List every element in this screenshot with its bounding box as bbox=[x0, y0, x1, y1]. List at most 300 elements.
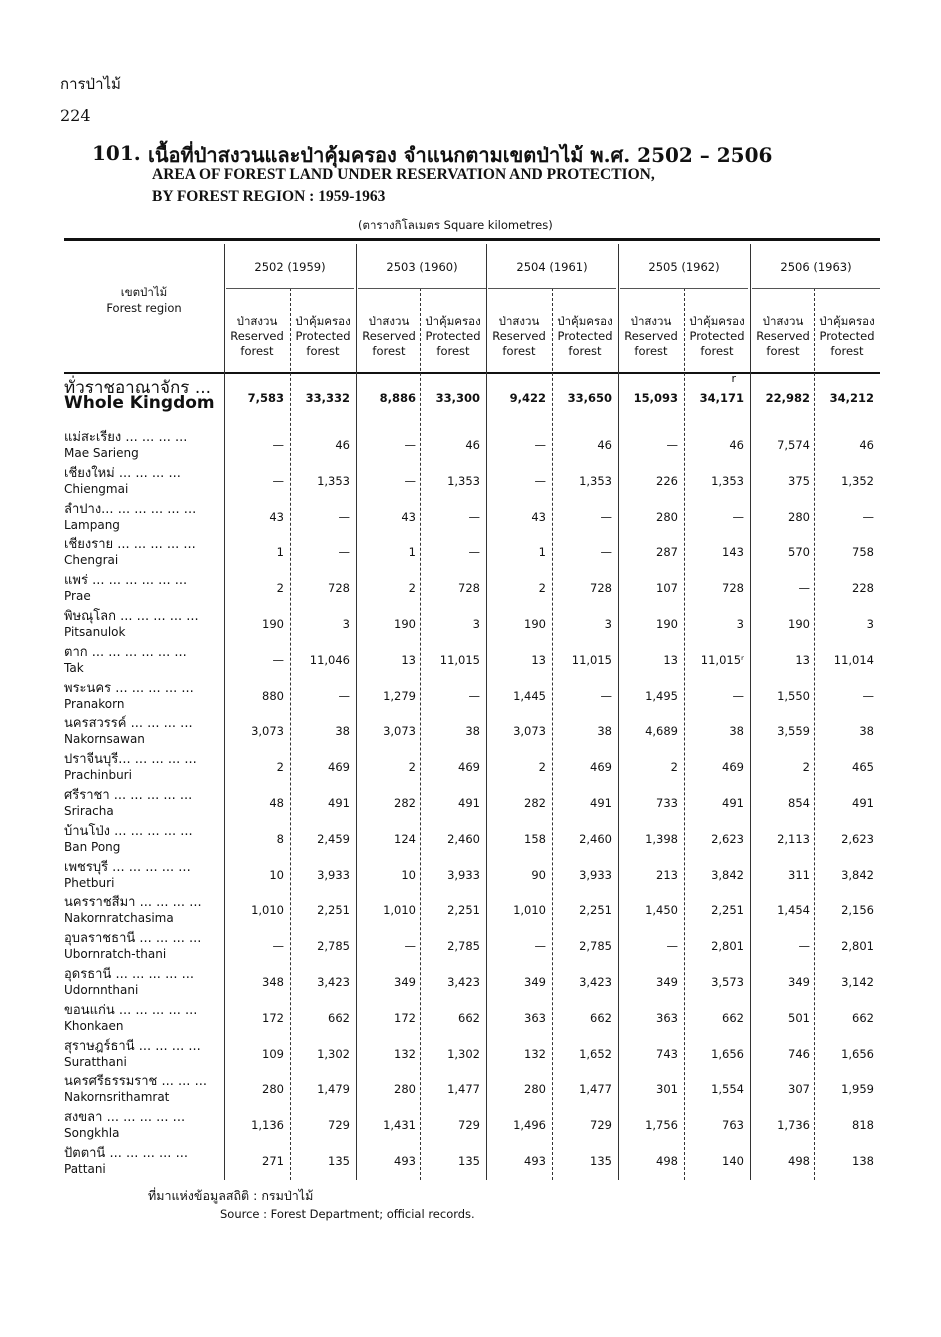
region-value: 491 bbox=[458, 796, 480, 810]
total-value: 8,886 bbox=[379, 391, 416, 405]
region-value: — bbox=[666, 939, 678, 954]
region-value: 1,479 bbox=[317, 1082, 350, 1097]
region-value: 1,431 bbox=[383, 1118, 416, 1133]
subheader-english-forest: forest bbox=[372, 344, 406, 358]
region-value: 190 bbox=[788, 617, 810, 631]
region-name-english: Ban Pong bbox=[64, 839, 121, 854]
region-value: 1,010 bbox=[383, 903, 416, 918]
region-value: 1,445 bbox=[513, 688, 546, 703]
region-name-thai: ลำปาง... ... ... ... ... ... bbox=[64, 501, 197, 517]
subheader-thai: ป่าสงวน bbox=[630, 314, 672, 328]
region-name-english: Sriracha bbox=[64, 804, 114, 818]
region-value: 280 bbox=[788, 509, 810, 524]
region-value: 375 bbox=[788, 473, 810, 488]
source-english: Source : Forest Department; official records. bbox=[220, 1207, 475, 1221]
region-value: 3,423 bbox=[579, 975, 612, 989]
region-value: 2,459 bbox=[317, 831, 350, 846]
region-value: 469 bbox=[328, 760, 350, 775]
region-value: — bbox=[732, 509, 744, 524]
total-value: 15,093 bbox=[633, 391, 678, 405]
region-value: 1,736 bbox=[777, 1118, 810, 1133]
year-divider bbox=[618, 244, 619, 1180]
subheader-english-forest: forest bbox=[502, 344, 536, 358]
region-value: 3,933 bbox=[317, 867, 350, 882]
region-value: — bbox=[666, 438, 678, 452]
region-value: 43 bbox=[531, 509, 546, 524]
region-value: 143 bbox=[722, 545, 744, 560]
region-row-label bbox=[64, 1146, 224, 1176]
region-value: 38 bbox=[597, 724, 612, 739]
region-value: 172 bbox=[394, 1010, 416, 1025]
region-row-label bbox=[64, 967, 224, 997]
region-value: 190 bbox=[656, 617, 678, 631]
reserved-forest-header bbox=[750, 314, 816, 359]
region-value: 2 bbox=[408, 760, 416, 775]
region-name-thai: แพร่ ... ... ... ... ... ... bbox=[64, 573, 188, 589]
region-value: 43 bbox=[401, 509, 416, 524]
region-value: 4,689 bbox=[645, 724, 678, 739]
region-value: 1,353 bbox=[579, 473, 612, 488]
region-value: 3 bbox=[342, 617, 350, 631]
year-subrule bbox=[358, 288, 486, 289]
region-value: 7,574 bbox=[777, 438, 810, 452]
region-value: 493 bbox=[524, 1154, 546, 1168]
region-value: 2 bbox=[408, 581, 416, 596]
region-value: 10 bbox=[401, 867, 416, 882]
region-name-thai: อุบลราชธานี ... ... ... ... bbox=[64, 931, 202, 947]
revision-mark: r bbox=[731, 372, 736, 385]
region-value: 2,156 bbox=[841, 903, 874, 918]
region-value: 1,010 bbox=[251, 903, 284, 918]
region-name-english: Prachinburi bbox=[64, 768, 132, 783]
total-value: 22,982 bbox=[765, 391, 810, 405]
reserved-forest-header bbox=[356, 314, 422, 359]
region-value: 728 bbox=[590, 581, 612, 596]
protected-forest-header bbox=[814, 314, 880, 359]
region-value: — bbox=[338, 509, 350, 524]
region-name-thai: เชียงราย ... ... ... ... ... bbox=[64, 537, 196, 553]
region-value: 11,046 bbox=[309, 652, 350, 667]
region-value: 348 bbox=[262, 975, 284, 989]
region-value: 3,933 bbox=[579, 867, 612, 882]
region-value: 498 bbox=[656, 1154, 678, 1168]
subheader-english: Reserved bbox=[230, 329, 284, 343]
region-value: 11,015ʳ bbox=[700, 652, 744, 667]
region-value: 140 bbox=[722, 1154, 744, 1168]
region-name-english: Ubornratch-thani bbox=[64, 947, 167, 962]
region-value: 3 bbox=[604, 617, 612, 631]
total-value: 7,583 bbox=[247, 391, 284, 405]
region-value: 46 bbox=[465, 438, 480, 452]
region-value: — bbox=[534, 939, 546, 954]
region-value: 465 bbox=[852, 760, 874, 775]
subheader-thai: ป่าคุ้มครอง bbox=[425, 314, 481, 328]
region-value: 213 bbox=[656, 867, 678, 882]
region-value: 1,353 bbox=[317, 473, 350, 488]
region-value: 1,477 bbox=[447, 1082, 480, 1097]
subheader-english: Protected bbox=[425, 329, 481, 343]
region-name-thai: เชียงใหม่ ... ... ... ... bbox=[64, 465, 181, 481]
region-value: 818 bbox=[852, 1118, 874, 1133]
region-value: 349 bbox=[788, 975, 810, 989]
region-value: 349 bbox=[656, 975, 678, 989]
total-label-thai: ทั่วราชอาณาจักร ... bbox=[64, 378, 212, 398]
region-value: 307 bbox=[788, 1082, 810, 1097]
region-row-label bbox=[64, 466, 224, 496]
region-value: 226 bbox=[656, 473, 678, 488]
region-row-label bbox=[64, 788, 224, 818]
region-name-english: Suratthani bbox=[64, 1054, 127, 1069]
region-value: 2,623 bbox=[841, 831, 874, 846]
region-header bbox=[64, 284, 224, 316]
region-value: 1,495 bbox=[645, 688, 678, 703]
year-divider bbox=[486, 244, 487, 1180]
region-name-english: Chiengmai bbox=[64, 481, 129, 496]
region-name-english: Nakornsrithamrat bbox=[64, 1090, 170, 1105]
region-value: 1,656 bbox=[711, 1046, 744, 1061]
region-name-english: Lampang bbox=[64, 517, 120, 532]
region-value: 349 bbox=[524, 975, 546, 989]
total-value: 33,300 bbox=[435, 391, 480, 405]
region-row-label bbox=[64, 716, 224, 746]
subheader-english: Reserved bbox=[362, 329, 416, 343]
region-value: 3,573 bbox=[711, 975, 744, 989]
region-value: 282 bbox=[394, 796, 416, 810]
region-value: 8 bbox=[276, 831, 284, 846]
region-value: 728 bbox=[722, 581, 744, 596]
subheader-english: Protected bbox=[819, 329, 875, 343]
year-header: 2506 (1963) bbox=[780, 260, 852, 274]
region-name-english: Pranakorn bbox=[64, 696, 125, 711]
region-name-english: Pitsanulok bbox=[64, 625, 126, 639]
region-value: 38 bbox=[465, 724, 480, 739]
region-value: 48 bbox=[269, 796, 284, 810]
region-value: 491 bbox=[328, 796, 350, 810]
region-value: 662 bbox=[852, 1010, 874, 1025]
region-name-english: Chengrai bbox=[64, 553, 119, 568]
protected-forest-header bbox=[290, 314, 356, 359]
region-value: 1,353 bbox=[711, 473, 744, 488]
region-value: — bbox=[534, 438, 546, 452]
region-value: 469 bbox=[722, 760, 744, 775]
subheader-thai: ป่าคุ้มครอง bbox=[295, 314, 351, 328]
region-value: 13 bbox=[401, 652, 416, 667]
year-divider bbox=[356, 244, 357, 1180]
region-row-label bbox=[64, 573, 224, 603]
region-value: 3,073 bbox=[513, 724, 546, 739]
region-name-thai: ขอนแก่น ... ... ... ... ... bbox=[64, 1002, 198, 1018]
region-value: 1,550 bbox=[777, 688, 810, 703]
region-row-label bbox=[64, 681, 224, 711]
year-header: 2505 (1962) bbox=[648, 260, 720, 274]
region-value: 2,460 bbox=[579, 831, 612, 846]
region-value: 1,302 bbox=[447, 1046, 480, 1061]
region-name-thai: ศรีราชา ... ... ... ... ... bbox=[64, 788, 193, 803]
region-value: 3,933 bbox=[447, 867, 480, 882]
region-value: 311 bbox=[788, 867, 810, 882]
region-value: — bbox=[272, 939, 284, 954]
region-value: 1,010 bbox=[513, 903, 546, 918]
region-value: 2,251 bbox=[579, 903, 612, 918]
region-value: 2 bbox=[802, 760, 810, 775]
region-value: 1,302 bbox=[317, 1046, 350, 1061]
region-name-english: Mae Sarieng bbox=[64, 446, 139, 460]
region-value: 493 bbox=[394, 1154, 416, 1168]
year-divider bbox=[750, 244, 751, 1180]
subheader-thai: ป่าคุ้มครอง bbox=[689, 314, 745, 328]
region-value: 1 bbox=[276, 545, 284, 560]
protected-forest-header bbox=[420, 314, 486, 359]
region-value: — bbox=[338, 545, 350, 560]
region-name-thai: เพชรบุรี ... ... ... ... ... bbox=[64, 859, 191, 875]
region-value: 282 bbox=[524, 796, 546, 810]
subheader-english-forest: forest bbox=[306, 344, 340, 358]
region-value: 132 bbox=[394, 1046, 416, 1061]
subheader-english-forest: forest bbox=[436, 344, 470, 358]
region-value: 1,959 bbox=[841, 1082, 874, 1097]
region-value: 46 bbox=[597, 438, 612, 452]
region-value: 228 bbox=[852, 581, 874, 596]
table-title-english-line2: BY FOREST REGION : 1959-1963 bbox=[152, 188, 386, 205]
region-value: 1,352 bbox=[841, 473, 874, 488]
region-value: 349 bbox=[394, 975, 416, 989]
region-value: 280 bbox=[656, 509, 678, 524]
region-value: — bbox=[862, 509, 874, 524]
region-name-thai: อุดรธานี ... ... ... ... ... bbox=[64, 967, 194, 982]
total-value: 33,650 bbox=[567, 391, 612, 405]
region-value: 1,477 bbox=[579, 1082, 612, 1097]
region-row-label bbox=[64, 430, 224, 460]
region-value: 2,251 bbox=[317, 903, 350, 918]
region-row-label bbox=[64, 537, 224, 567]
region-value: 854 bbox=[788, 796, 810, 810]
region-value: — bbox=[272, 473, 284, 488]
region-name-english: Pattani bbox=[64, 1162, 106, 1176]
region-value: 2 bbox=[538, 760, 546, 775]
region-value: — bbox=[600, 688, 612, 703]
year-header: 2502 (1959) bbox=[254, 260, 326, 274]
subheader-english: Reserved bbox=[624, 329, 678, 343]
region-value: — bbox=[600, 545, 612, 560]
reserved-forest-header bbox=[618, 314, 684, 359]
region-value: — bbox=[732, 688, 744, 703]
subheader-thai: ป่าคุ้มครอง bbox=[819, 314, 875, 328]
region-row-label bbox=[64, 824, 224, 854]
region-name-thai: ปัตตานี ... ... ... ... ... bbox=[64, 1146, 188, 1161]
region-row-label bbox=[64, 860, 224, 890]
region-value: 13 bbox=[531, 652, 546, 667]
total-value: 34,171 bbox=[699, 391, 744, 405]
region-value: 2,801 bbox=[841, 939, 874, 954]
region-value: 1,656 bbox=[841, 1046, 874, 1061]
region-value: 1,652 bbox=[579, 1046, 612, 1061]
region-row-label bbox=[64, 752, 224, 782]
subheader-thai: ป่าสงวน bbox=[236, 314, 278, 328]
subheader-english: Protected bbox=[689, 329, 745, 343]
region-value: 469 bbox=[458, 760, 480, 775]
region-name-english: Khonkaen bbox=[64, 1018, 124, 1033]
region-value: 570 bbox=[788, 545, 810, 560]
region-value: 729 bbox=[458, 1118, 480, 1133]
region-value: 491 bbox=[852, 796, 874, 810]
region-value: 1 bbox=[408, 545, 416, 560]
total-label-english: Whole Kingdom bbox=[64, 393, 215, 413]
region-value: 2,113 bbox=[777, 831, 810, 846]
region-value: 2,801 bbox=[711, 939, 744, 954]
region-row-label bbox=[64, 1039, 224, 1069]
region-value: — bbox=[468, 688, 480, 703]
region-value: 43 bbox=[269, 509, 284, 524]
region-value: 733 bbox=[656, 796, 678, 810]
region-value: 135 bbox=[590, 1154, 612, 1168]
region-value: 363 bbox=[524, 1010, 546, 1025]
year-subrule bbox=[752, 288, 880, 289]
region-value: 3,842 bbox=[711, 867, 744, 882]
region-value: 746 bbox=[788, 1046, 810, 1061]
total-value: 34,212 bbox=[829, 391, 874, 405]
region-value: 3 bbox=[472, 617, 480, 631]
region-name-english: Nakornsawan bbox=[64, 732, 145, 747]
region-value: 3,559 bbox=[777, 724, 810, 739]
region-value: 10 bbox=[269, 867, 284, 882]
region-value: 132 bbox=[524, 1046, 546, 1061]
year-header: 2503 (1960) bbox=[386, 260, 458, 274]
region-value: 2 bbox=[276, 581, 284, 596]
region-row-label bbox=[64, 931, 224, 961]
total-row-label bbox=[64, 378, 224, 413]
reserved-forest-header bbox=[486, 314, 552, 359]
region-value: 2 bbox=[538, 581, 546, 596]
region-row-label bbox=[64, 645, 224, 675]
region-value: — bbox=[798, 939, 810, 954]
region-name-thai: สงขลา ... ... ... ... ... bbox=[64, 1110, 186, 1126]
region-value: 1,353 bbox=[447, 473, 480, 488]
region-value: 124 bbox=[394, 831, 416, 846]
region-value: 11,015 bbox=[571, 652, 612, 667]
region-row-label bbox=[64, 502, 224, 532]
region-value: — bbox=[404, 939, 416, 954]
region-value: 3,423 bbox=[317, 975, 350, 989]
region-value: 107 bbox=[656, 581, 678, 596]
region-row-label bbox=[64, 1003, 224, 1033]
region-value: 46 bbox=[335, 438, 350, 452]
region-value: 1,454 bbox=[777, 903, 810, 918]
region-name-thai: นครศรีธรรมราช ... ... ... bbox=[64, 1074, 207, 1090]
subheader-english-forest: forest bbox=[766, 344, 800, 358]
year-subrule bbox=[488, 288, 616, 289]
region-value: 38 bbox=[859, 724, 874, 739]
region-value: 1,279 bbox=[383, 688, 416, 703]
region-value: 729 bbox=[590, 1118, 612, 1133]
region-value: 2 bbox=[670, 760, 678, 775]
region-value: 2,460 bbox=[447, 831, 480, 846]
region-value: 3,073 bbox=[383, 724, 416, 739]
region-value: 2,785 bbox=[579, 939, 612, 954]
table-number: 101. bbox=[92, 141, 141, 165]
region-header-english: Forest region bbox=[106, 301, 182, 315]
region-value: 3 bbox=[736, 617, 744, 631]
region-value: 662 bbox=[722, 1010, 744, 1025]
subheader-english: Protected bbox=[295, 329, 351, 343]
region-value: 2,785 bbox=[317, 939, 350, 954]
region-value: 662 bbox=[328, 1010, 350, 1025]
region-name-thai: พิษณุโลก ... ... ... ... ... bbox=[64, 609, 199, 624]
section-header: การป่าไม้ bbox=[60, 75, 121, 93]
region-value: 728 bbox=[328, 581, 350, 596]
protected-forest-header bbox=[552, 314, 618, 359]
region-value: 2,251 bbox=[447, 903, 480, 918]
region-row-label bbox=[64, 609, 224, 639]
region-value: 3,142 bbox=[841, 975, 874, 989]
region-value: 46 bbox=[729, 438, 744, 452]
region-value: — bbox=[798, 581, 810, 596]
region-value: — bbox=[862, 688, 874, 703]
region-name-english: Tak bbox=[64, 660, 84, 675]
region-value: 491 bbox=[722, 796, 744, 810]
subheader-english-forest: forest bbox=[830, 344, 864, 358]
region-value: 109 bbox=[262, 1046, 284, 1061]
subheader-thai: ป่าคุ้มครอง bbox=[557, 314, 613, 328]
subheader-english-forest: forest bbox=[700, 344, 734, 358]
region-value: 13 bbox=[663, 652, 678, 667]
region-value: 172 bbox=[262, 1010, 284, 1025]
region-name-english: Udornnthani bbox=[64, 983, 139, 997]
region-name-thai: นครราชสีมา ... ... ... ... bbox=[64, 895, 202, 911]
region-value: — bbox=[534, 473, 546, 488]
region-value: 2,251 bbox=[711, 903, 744, 918]
region-value: 1,398 bbox=[645, 831, 678, 846]
region-name-thai: ปราจีนบุรี... ... ... ... ... bbox=[64, 752, 197, 768]
region-value: — bbox=[600, 509, 612, 524]
region-value: 2,623 bbox=[711, 831, 744, 846]
region-name-english: Songkhla bbox=[64, 1126, 120, 1141]
region-value: 11,015 bbox=[439, 652, 480, 667]
region-value: 190 bbox=[524, 617, 546, 631]
page-number: 224 bbox=[60, 106, 91, 125]
source-thai: ที่มาแห่งข้อมูลสถิติ : กรมป่าไม้ bbox=[148, 1188, 314, 1203]
region-value: 135 bbox=[328, 1154, 350, 1168]
subheader-english: Reserved bbox=[756, 329, 810, 343]
subheader-english: Protected bbox=[557, 329, 613, 343]
region-value: 728 bbox=[458, 581, 480, 596]
region-value: 498 bbox=[788, 1154, 810, 1168]
region-value: 190 bbox=[394, 617, 416, 631]
region-value: — bbox=[468, 545, 480, 560]
protected-forest-header bbox=[684, 314, 750, 359]
region-value: 662 bbox=[590, 1010, 612, 1025]
region-value: 3,423 bbox=[447, 975, 480, 989]
region-value: 271 bbox=[262, 1154, 284, 1168]
subheader-english: Reserved bbox=[492, 329, 546, 343]
reserved-forest-header bbox=[224, 314, 290, 359]
total-value: 33,332 bbox=[305, 391, 350, 405]
units-note: (ตารางกิโลเมตร Square kilometres) bbox=[358, 218, 553, 232]
region-value: 38 bbox=[335, 724, 350, 739]
region-value: 280 bbox=[394, 1082, 416, 1097]
region-name-english: Nakornratchasima bbox=[64, 911, 174, 926]
region-value: 3 bbox=[866, 617, 874, 631]
region-value: 13 bbox=[795, 652, 810, 667]
region-value: 280 bbox=[524, 1082, 546, 1097]
region-value: 1,136 bbox=[251, 1118, 284, 1133]
year-header: 2504 (1961) bbox=[516, 260, 588, 274]
subheader-thai: ป่าสงวน bbox=[368, 314, 410, 328]
region-value: 158 bbox=[524, 831, 546, 846]
region-name-thai: บ้านโป่ง ... ... ... ... ... bbox=[64, 823, 193, 839]
region-value: 135 bbox=[458, 1154, 480, 1168]
region-name-thai: ตาก ... ... ... ... ... ... bbox=[64, 644, 187, 660]
table-title-english-line1: AREA OF FOREST LAND UNDER RESERVATION AND PROTECTION, bbox=[152, 166, 655, 183]
